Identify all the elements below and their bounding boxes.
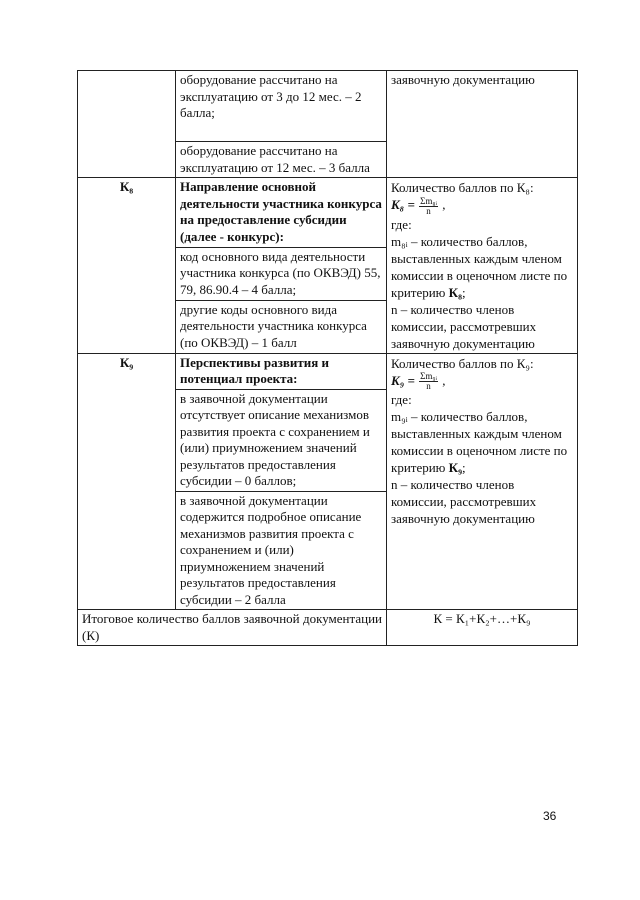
formula-denominator: n xyxy=(426,205,431,216)
m-criterion: К₈ xyxy=(448,284,462,300)
formula-tail: , xyxy=(438,197,446,212)
m-description: m₈ᵢ – количество баллов, выставленных каждым членом комиссии в оценочном листе по критерию xyxy=(391,233,568,300)
option-cell xyxy=(176,71,387,142)
formula-tail: , xyxy=(438,372,446,388)
table-row-total xyxy=(78,610,578,646)
formula-lhs: K₉ = xyxy=(391,372,419,388)
m-criterion: К₉ xyxy=(448,460,462,476)
option-text: оборудование рассчитано на эксплуатацию от 3 до 12 мес. – 2 балла; xyxy=(180,72,362,120)
m-end: ; xyxy=(461,284,466,300)
formula-cell-k9 xyxy=(387,353,578,610)
table-row xyxy=(78,71,578,142)
page-number: 36 xyxy=(543,809,557,823)
total-formula: К = К₁+К₂+…+К₉ xyxy=(387,610,578,646)
formula-title: Количество баллов по К₈: xyxy=(391,180,534,195)
n-description: n – количество членов комиссии, рассмотревших заявочную документацию xyxy=(391,477,537,527)
formula-fraction xyxy=(419,372,438,391)
where-label: где: xyxy=(391,216,412,232)
table-row xyxy=(78,353,578,389)
option-text: в заявочной документации содержится подробное описание механизмов развития проекта с сохранением и (или) приумножением значений результатов предоставления субсидии – 2 балла xyxy=(180,492,362,607)
total-label: Итоговое количество баллов заявочной документации (К) xyxy=(78,610,387,646)
option-text: оборудование рассчитано на эксплуатацию от 12 мес. – 3 балла xyxy=(180,143,370,175)
m-description: m₉ᵢ – количество баллов, выставленных каждым членом комиссии в оценочном листе по критерию xyxy=(391,409,568,476)
where-label: где: xyxy=(391,392,412,408)
m-end: ; xyxy=(461,460,466,476)
option-text: код основного вида деятельности участника конкурса (по ОКВЭД) 55, 79, 86.90.4 – 4 балла; xyxy=(180,248,381,297)
formula-numerator: Σm₈ᵢ xyxy=(420,195,437,206)
n-description: n – количество членов комиссии, рассмотревших заявочную документацию xyxy=(391,301,537,351)
formula-cell-k8 xyxy=(387,178,578,354)
formula-lhs: K₈ = xyxy=(391,197,419,212)
code-cell-empty xyxy=(78,71,176,178)
criterion-heading-k8 xyxy=(176,178,387,248)
formula-title: Количество баллов по К₉: xyxy=(391,355,534,371)
description-cell xyxy=(387,71,578,178)
heading-text: Направление основной деятельности участника конкурса на предоставление субсидии (далее - конкурс): xyxy=(180,179,382,244)
option-cell xyxy=(176,491,387,610)
formula-numerator: Σm₉ᵢ xyxy=(420,371,437,382)
option-cell xyxy=(176,247,387,300)
option-text: в заявочной документации отсутствует описание механизмов развития проекта с сохранением и (или) приумножением значений результатов предоставления субсидии – 0 баллов; xyxy=(180,390,370,489)
criterion-heading-k9 xyxy=(176,353,387,389)
heading-text: Перспективы развития и потенциал проекта: xyxy=(180,354,330,387)
criterion-code-k8: К₈ xyxy=(78,178,176,354)
formula-fraction xyxy=(419,197,438,216)
option-text: другие коды основного вида деятельности участника конкурса (по ОКВЭД) – 1 балл xyxy=(180,301,367,350)
criterion-code-k9: К₉ xyxy=(78,353,176,610)
option-cell xyxy=(176,389,387,491)
formula-denominator: n xyxy=(426,381,431,392)
description-text: заявочную документацию xyxy=(391,72,535,87)
criteria-table xyxy=(77,70,578,646)
option-cell xyxy=(176,300,387,353)
option-cell xyxy=(176,142,387,178)
table-row xyxy=(78,178,578,248)
